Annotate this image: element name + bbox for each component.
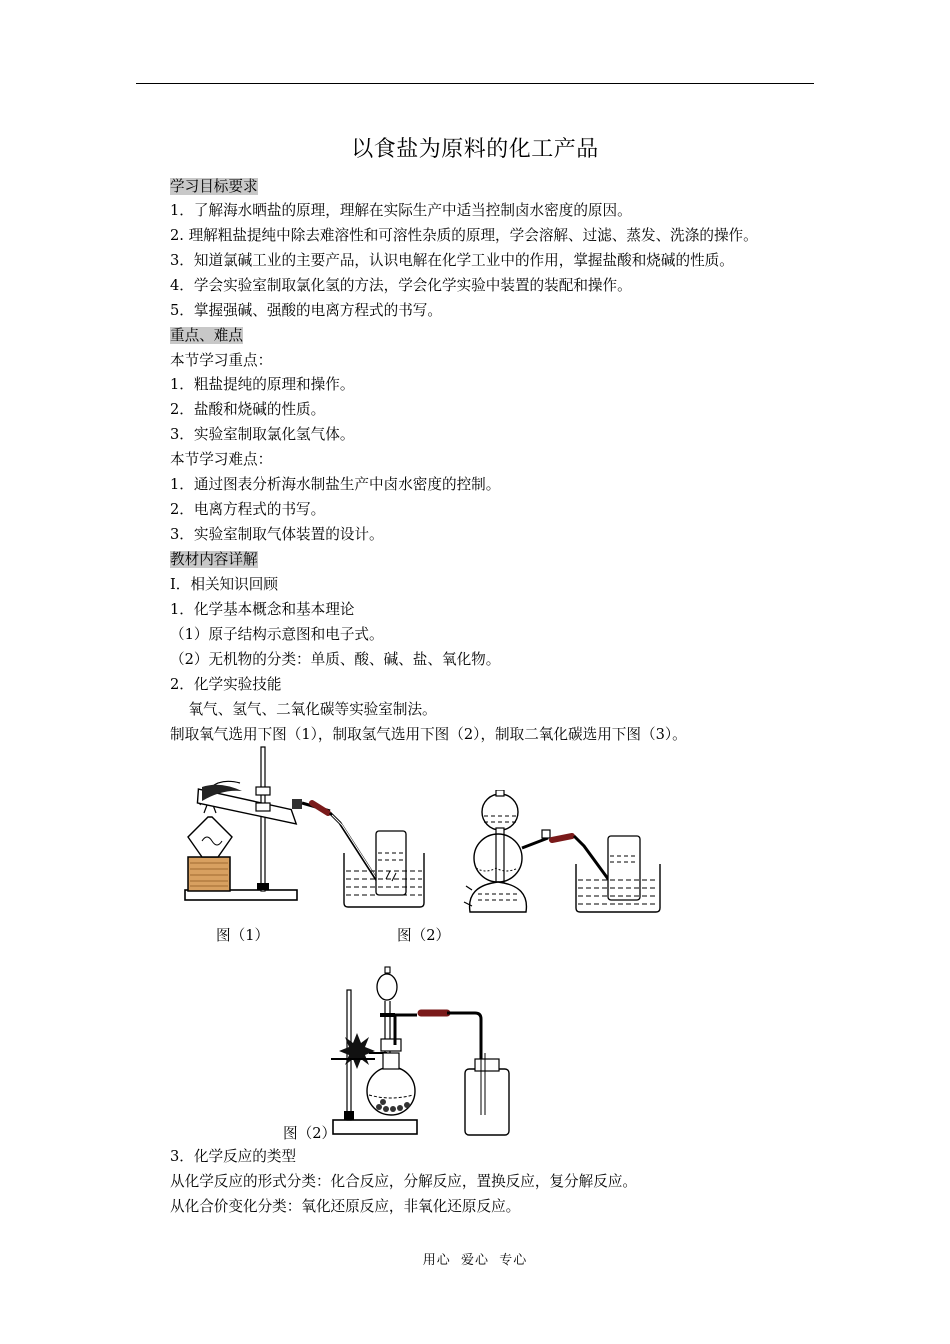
goal-item: 1．了解海水晒盐的原理，理解在实际生产中适当控制卤水密度的原因。 [170,202,632,219]
goal-item: 3．知道氯碱工业的主要产品，认识电解在化学工业中的作用，掌握盐酸和烧碱的性质。 [170,252,734,269]
content-line: 制取氧气选用下图（1），制取氢气选用下图（2），制取二氧化碳选用下图（3）。 [170,726,687,743]
goal-item: 4．学会实验室制取氯化氢的方法，学会化学实验中装置的装配和操作。 [170,277,632,294]
difficulty-item: 1．通过图表分析海水制盐生产中卤水密度的控制。 [170,476,501,493]
apparatus-figure-1 [180,745,430,915]
key-intro: 本节学习重点： [170,352,273,369]
difficulty-item: 2．电离方程式的书写。 [170,501,326,518]
content-line: 3．化学反应的类型 [170,1148,297,1165]
section-heading-goals: 学习目标要求 [170,178,258,195]
figure-caption-2: 图（2） [397,927,451,944]
section-heading-key: 重点、难点 [170,327,243,344]
header-rule [136,83,814,84]
goal-item: 5．掌握强碱、强酸的电离方程式的书写。 [170,302,442,319]
apparatus-figure-3 [325,965,525,1140]
page-footer: 用心 爱心 专心 [422,1253,528,1268]
key-item: 2．盐酸和烧碱的性质。 [170,401,326,418]
content-line: 2．化学实验技能 [170,676,282,693]
content-line: 1．化学基本概念和基本理论 [170,601,355,618]
page-title: 以食盐为原料的化工产品 [351,137,599,162]
content-line: 从化学反应的形式分类：化合反应，分解反应，置换反应，复分解反应。 [170,1173,638,1190]
difficulty-item: 3．实验室制取气体装置的设计。 [170,526,384,543]
content-line: （1）原子结构示意图和电子式。 [170,626,384,643]
content-line: 从化合价变化分类：氧化还原反应，非氧化还原反应。 [170,1198,521,1215]
section-heading-content: 教材内容详解 [170,551,258,568]
difficulty-intro: 本节学习难点： [170,451,273,468]
apparatus-figure-2 [462,790,667,915]
content-line: （2）无机物的分类：单质、酸、碱、盐、氧化物。 [170,651,501,668]
content-line: 氧气、氢气、二氧化碳等实验室制法。 [170,701,437,718]
content-line: I．相关知识回顾 [170,576,278,593]
key-item: 1．粗盐提纯的原理和操作。 [170,376,355,393]
goal-item: 2. 理解粗盐提纯中除去难溶性和可溶性杂质的原理，学会溶解、过滤、蒸发、洗涤的操作。 [170,227,758,244]
figure-caption-1: 图（1） [216,927,270,944]
key-item: 3．实验室制取氯化氢气体。 [170,426,355,443]
figure-caption-3: 图（2） [283,1125,337,1142]
